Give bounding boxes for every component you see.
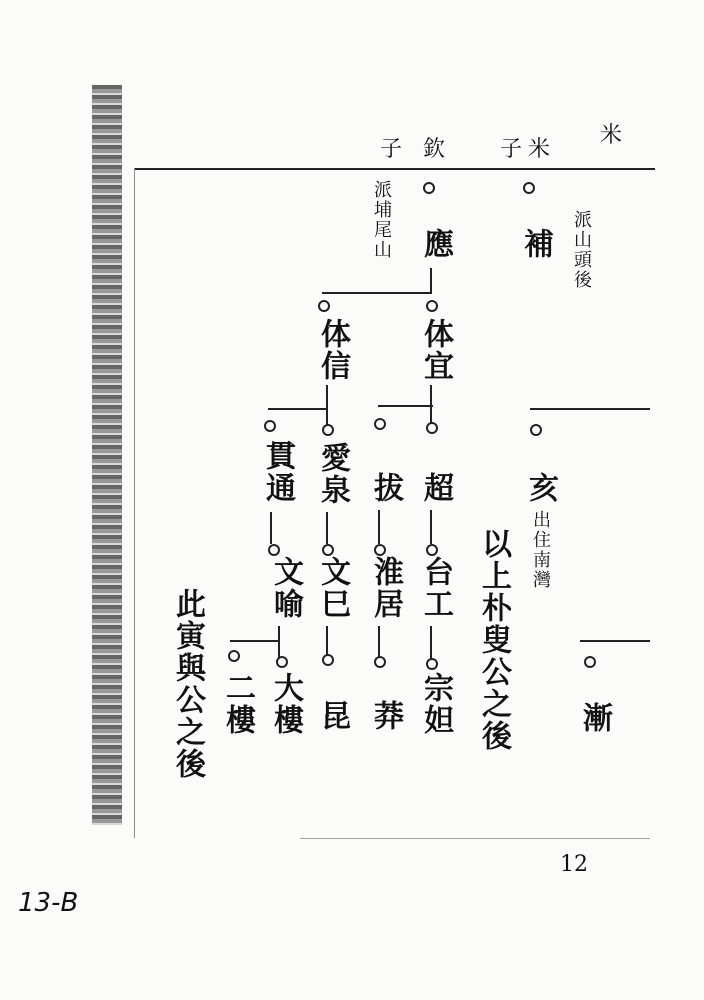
connector (430, 385, 432, 425)
node-circle (426, 300, 438, 312)
node-circle (374, 544, 386, 556)
bottom-line (300, 838, 650, 839)
gen3-name-2: 愛泉 (315, 442, 350, 506)
node-circle (322, 544, 334, 556)
node-circle (530, 424, 542, 436)
gen1-note-1: 派埔尾山 (371, 180, 392, 260)
gen3-name-5: 亥 (523, 472, 558, 504)
node-circle (322, 654, 334, 666)
gen3-name-3: 貫通 (260, 440, 295, 504)
node-circle (276, 656, 288, 668)
top-label-1: 欽 (423, 137, 446, 162)
connector (270, 512, 272, 544)
note-1: 此寅與公之後 (170, 588, 205, 780)
connector (230, 640, 280, 642)
node-circle (228, 650, 240, 662)
gen3-name-4: 漸 (577, 702, 612, 734)
top-label-0: 子 (380, 137, 403, 162)
note-0: 以上朴叟公之後 (476, 528, 511, 752)
connector (268, 408, 328, 410)
top-label-4: 米 (600, 123, 623, 148)
gen1-name-0: 補 (518, 228, 553, 260)
node-circle (264, 420, 276, 432)
connector (326, 385, 328, 425)
connector (378, 405, 433, 407)
connector (326, 512, 328, 544)
connector (278, 626, 280, 660)
top-line (135, 168, 655, 170)
gen5-name-3: 二樓 (220, 672, 255, 736)
node-circle (374, 656, 386, 668)
node-circle (584, 656, 596, 668)
connector (580, 640, 650, 642)
gen6-name-0: 莽 (368, 700, 403, 732)
node-circle (426, 422, 438, 434)
gen5-name-2: 大樓 (268, 672, 303, 736)
gen2-name-1: 体信 (315, 318, 350, 382)
top-label-3: 米 (528, 137, 551, 162)
connector (530, 408, 650, 410)
connector (430, 510, 432, 544)
node-circle (322, 424, 334, 436)
top-label-2: 子 (500, 137, 523, 162)
node-circle (268, 544, 280, 556)
node-circle (318, 300, 330, 312)
gen4-name-2: 文巳 (315, 556, 350, 620)
gen4-name-1: 淮居 (368, 556, 403, 620)
gen3-name-1: 拔 (368, 472, 403, 504)
page-number: 12 (560, 852, 588, 877)
gen4-name-0: 台工 (418, 556, 453, 620)
node-circle (374, 418, 386, 430)
gen5-name-1: 昆 (315, 700, 350, 732)
node-circle (423, 182, 435, 194)
gen3-note: 出住南灣 (530, 510, 551, 590)
connector (430, 626, 432, 660)
node-circle (426, 544, 438, 556)
gen1-note-0: 派山頭後 (571, 210, 592, 290)
connector (378, 626, 380, 660)
gen4-name-3: 文喻 (268, 556, 303, 620)
gen1-name-1: 應 (418, 228, 453, 260)
gen5-name-0: 宗妲 (418, 672, 453, 736)
node-circle (426, 658, 438, 670)
connector (430, 268, 432, 292)
handwritten-mark: 13-B (18, 888, 79, 918)
gen3-name-0: 超 (418, 472, 453, 504)
node-circle (523, 182, 535, 194)
page-border-left (134, 168, 135, 838)
connector (378, 510, 380, 544)
left-border (92, 85, 122, 825)
connector (322, 292, 432, 294)
gen2-name-0: 体宜 (418, 318, 453, 382)
